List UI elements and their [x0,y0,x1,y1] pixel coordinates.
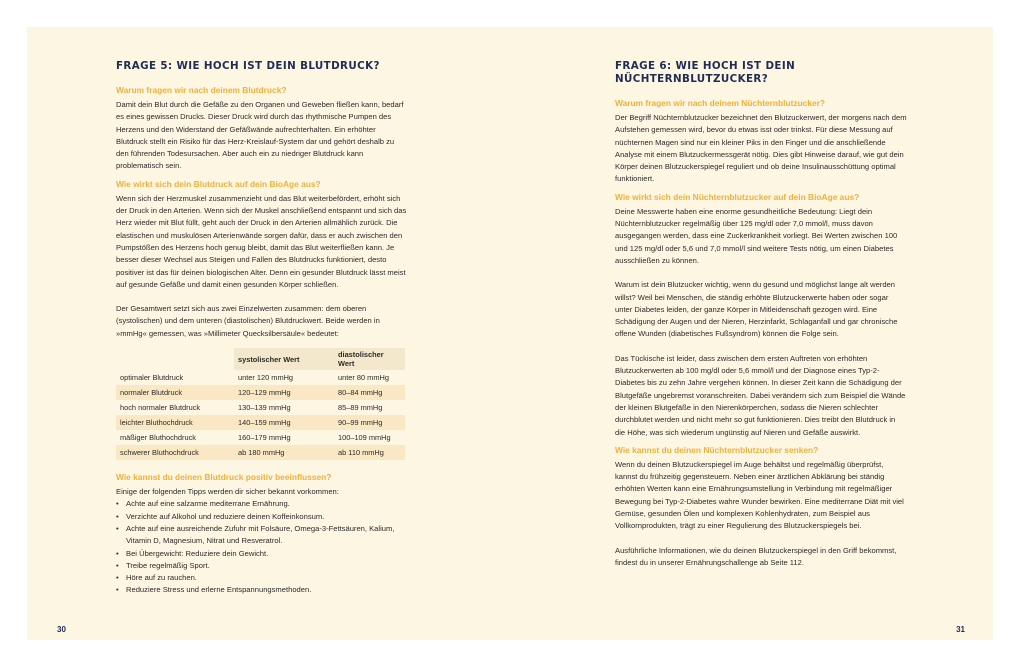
table-cell: optimaler Blutdruck [120,373,184,383]
right-section2-text3: Das Tückische ist leider, dass zwischen dem ersten Auftreten von erhöhten Blutzuckerwerten ab 100 mg/dl oder 5,6 mmol/l und der Diagnose eines Typ-2-Diabetes bis zu zehn Jahre vergehen können. In dieser Zeit kann die Schädigung der Blutgefäße ungebremst voranschreiten. Dabei verändern sich zum Beispiel die Wände der kleinen Blutgefäße in den Nierenkörperchen, sodass die Nieren schlechter durchblutet werden und nicht mehr so gut funktionieren. Dies treibt den Blutdruck in die Höhe, was sich wiederum ungünstig auf Nieren und Gefäße auswirkt. [615,353,906,437]
table-cell: hoch normaler Blutdruck [120,403,201,413]
list-item [116,584,408,596]
list-item [116,523,408,548]
table-row [116,445,405,460]
table-cell: 140–159 mmHg [234,415,334,430]
tips-list [116,498,408,596]
bullet-icon: • [116,560,119,570]
list-item [116,560,408,572]
bullet-icon: • [116,585,119,595]
right-section2-text2: Warum ist dein Blutzucker wichtig, wenn du gesund und möglichst lange alt werden willst? Weil bei Menschen, die ständig erhöhte Blutzuckerwerte haben oder sogar unter Diabetes leiden, der ganze Körper in Mitleidenschaft gezogen wird. Eine Schädigung der Augen und der Nieren, Herzinfarkt, Schlaganfall und gar chronische offene Wunden (diabetisches Fußsyndrom) können die Folge sein. [615,280,898,339]
table-header-cell [116,348,234,370]
table-row [116,400,405,415]
table-cell: 130–139 mmHg [238,403,291,413]
right-section1-text: Der Begriff Nüchternblutzucker bezeichnet den Blutzuckerwert, der morgens nach dem Aufstehen gemessen wird, bevor du etwas isst oder trinkst. Für diese Messung auf nüchternen Magen sind nur ein kleiner Piks in den Finger und die anschließende Analyse mit einem Blutzuckermessgerät nötig. Dies gibt Hinweise darauf, wie gut dein Körper deinen Blutzuckerspiegel reguliert und ob deine Insulinausschüttung optimal funktioniert. [615,113,907,184]
table-header-cell: systolischer Wert [234,348,334,370]
right-section3-heading: Wie kannst du deinen Nüchternblutzucker senken? [615,444,819,455]
bullet-icon: • [116,523,119,533]
table-row [116,385,405,400]
blood-pressure-table [116,348,405,460]
table-cell: 85–89 mmHg [338,403,383,413]
left-section2-text: Wenn sich der Herzmuskel zusammenzieht und das Blut weiterbefördert, erhöht sich der Druck in den Arterien. Wenn sich der Muskel anschließend entspannt und sich das Herz wieder mit Blut füllt, geht auch der Druck in den Arterien allmählich zurück. Die elastischen und muskulösen Arterienwände sorgen dafür, dass er auch zwischen den Pumpstößen des Herzens hoch genug bleibt, damit das Blut weiterfließen kann. Je besser dieser Wechsel aus Steigen und Fallen des Blutdrucks funktioniert, desto positiver ist das für deinen biologischen Alter. Denn ein gesunder Blutdruck lässt meist auf gesunde Gefäße und damit einen gesunden Körper schließen. [116,193,407,289]
table-row [116,430,405,445]
right-section2-text: Deine Messwerte haben eine enorme gesundheitliche Bedeutung: Liegt dein Nüchternblutzucker regelmäßig über 125 mg/dl oder 7,0 mmol/l, muss davon ausgegangen werden, dass eine Zuckerkrankheit vorliegt. Bei Werten zwischen 100 und 125 mg/dl oder 5,6 und 7,0 mmol/l sind weitere Tests nötig, um einen Diabetes ausschließen zu können. [615,206,898,265]
book-spread [27,27,993,640]
left-section1-heading: Warum fragen wir nach deinem Blutdruck? [116,85,287,95]
table-cell: normaler Blutdruck [116,385,234,400]
table-cell: leichter Bluthochdruck [116,415,234,430]
table-header-cell: diastolischer Wert [334,348,405,370]
right-section2-heading: Wie wirkt sich dein Nüchternblutzucker auf dein BioAge aus? [615,191,860,202]
table-row [116,415,405,430]
left-page [27,27,510,640]
table-cell: mäßiger Bluthochdruck [120,433,196,443]
page-number: 30 [57,625,66,634]
list-item-text: Höre auf zu rauchen. [126,573,197,583]
table-cell: 80–84 mmHg [334,385,405,400]
table-cell: unter 80 mmHg [338,373,389,383]
list-item-text: Reduziere Stress und erlerne Entspannungsmethoden. [126,585,312,595]
list-item [116,498,408,510]
list-item [116,511,408,523]
list-item-text: Achte auf eine salzarme mediterrane Ernährung. [126,499,290,509]
right-column [615,60,907,569]
table-cell: 90–99 mmHg [334,415,405,430]
right-page [510,27,993,640]
right-section3-text: Wenn du deinen Blutzuckerspiegel im Auge behältst und regelmäßig überprüfst, kannst du frühzeitig gegensteuern. Neben einer ärztlichen Abklärung bei ständig erhöhten Werten kann eine Ernährungsumstellung in Verbindung mit regelmäßiger Bewegung bei Typ-2-Diabetes wahre Wunder bewirken. Eine mediterrane Diät mit viel Gemüse, gesunden Ölen und komplexen Kohlenhydraten, zum Beispiel aus Vollkornprodukten, trägt zu einer Regulierung des Blutzuckerspiegels bei. [615,459,904,531]
left-page-title: FRAGE 5: WIE HOCH IST DEIN BLUTDRUCK? [116,60,380,72]
left-section3-heading: Wie kannst du deinen Blutdruck positiv beeinflussen? [116,472,332,483]
table-cell: schwerer Bluthochdruck [116,445,234,460]
list-item-text: Treibe regelmäßig Sport. [126,560,210,570]
table-cell: 100–109 mmHg [338,433,391,443]
table-cell: ab 180 mmHg [234,445,334,460]
list-item-text: Achte auf eine ausreichende Zufuhr mit Folsäure, Omega-3-Fettsäuren, Kalium, Vitamin D, Magnesium, Nitrat und Resveratrol. [126,523,395,546]
right-page-title: FRAGE 6: WIE HOCH IST DEIN NÜCHTERNBLUTZUCKER? [615,60,796,85]
table-cell: 160–179 mmHg [238,433,291,443]
table-cell: ab 110 mmHg [334,445,405,460]
right-section3-text2: Ausführliche Informationen, wie du deinen Blutzuckerspiegel in den Griff bekommst, findest du in unserer Ernährungschallenge ab Seite 112. [615,545,897,567]
bullet-icon: • [116,511,119,521]
table-header-row [116,348,405,370]
list-item-text: Bei Übergewicht: Reduziere dein Gewicht. [126,548,269,558]
left-section2-text2: Der Gesamtwert setzt sich aus zwei Einzelwerten zusammen: dem oberen (systolischen) und dem unteren (diastolischen) Blutdruckwert. Beide werden in »mmHg« gemessen, was »Millimeter Quecksilbersäule« bedeutet: [116,304,380,338]
bullet-icon: • [116,499,119,509]
left-column [116,60,408,597]
list-item-text: Verzichte auf Alkohol und reduziere deinen Koffeinkonsum. [126,511,325,521]
page-number: 31 [956,625,965,634]
table-cell: unter 120 mmHg [238,373,294,383]
left-section3-text: Einige der folgenden Tipps werden dir sicher bekannt vorkommen: [116,487,339,497]
bullet-icon: • [116,573,119,583]
left-section2-heading: Wie wirkt sich dein Blutdruck auf dein BioAge aus? [116,178,321,189]
left-section1-text: Damit dein Blut durch die Gefäße zu den Organen und Geweben fließen kann, bedarf es eines gewissen Drucks. Dieser Druck wird durch das rhythmische Pumpen des Herzens und den Widerstand der Gefäßwände aufrechterhalten. Ein erhöhter Blutdruck stellt ein Risiko für das Herz-Kreislauf-System dar und gehört deshalb zu den führenden Todesursachen. Aber auch ein zu niedriger Blutdruck kann problematisch sein. [116,100,404,171]
list-item [116,572,408,584]
table-cell: 120–129 mmHg [234,385,334,400]
bullet-icon: • [116,548,119,558]
table-row [116,370,405,385]
right-section1-heading: Warum fragen wir nach deinem Nüchternblutzucker? [615,98,826,108]
list-item [116,548,408,560]
